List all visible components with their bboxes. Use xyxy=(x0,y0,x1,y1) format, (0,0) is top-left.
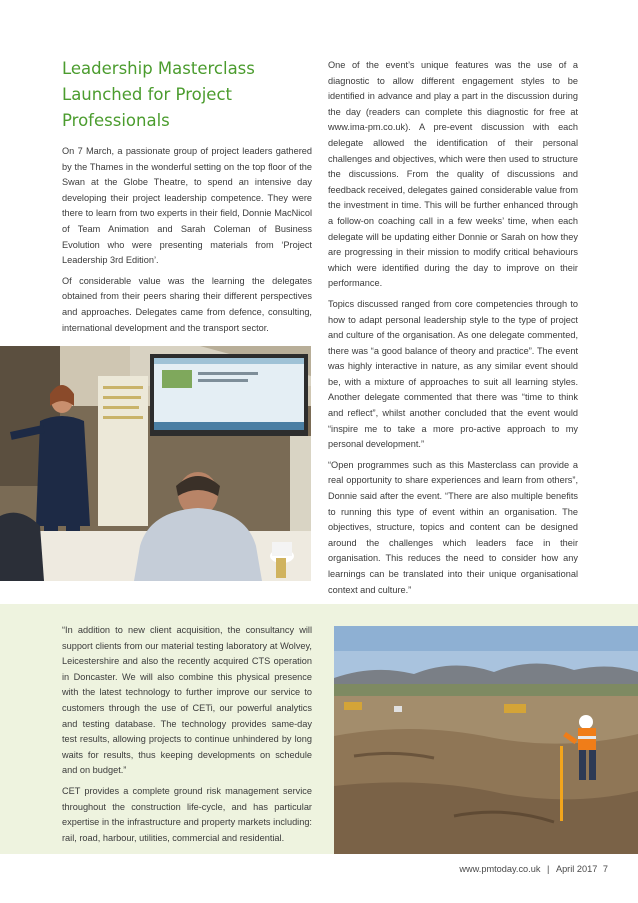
footer-issue: April 2017 xyxy=(555,864,598,874)
cet-paragraph: CET provides a complete ground risk management service throughout the construction life-cycle, and has particular expertise in the infrastructure and property markets including: rail, road, harbour, utilities, commercial and residential. xyxy=(62,785,312,843)
meeting-photo xyxy=(0,346,311,581)
article-title: Leadership Masterclass Launched for Project Professionals xyxy=(62,59,255,130)
article-paragraph: Topics discussed ranged from core competencies through to how to adapt personal leadership style to the type of project and culture of the organisation. As one delegate commented, there was “a good balance of theory and practice”. The event was highly interactive in nature, as any similar event should be, with a mixture of approaches to suit all learning styles. Another delegate commented that there was “time to think and reflect”, whilst another concluded that the event would “inspire me to take a more pro-active approach to my personal development.” xyxy=(328,298,578,450)
construction-site-photo xyxy=(334,626,638,854)
meeting-photo-illustration xyxy=(0,346,311,581)
article-paragraph: Of considerable value was the learning the delegates obtained from their peers sharing their different perspectives and approaches. Delegates came from defence, consulting, international development and the transport sector. xyxy=(62,275,312,333)
article-paragraph: One of the event’s unique features was the use of a diagnostic to allow different engagement styles to be identified in advance and play a part in the discussion during the day (readers can complete this diagnostic for free at www.ima-pm.co.uk). A pre-event discussion with each delegate allowed the identification of their personal challenges and objectives, which were then used to structure the discussions. From the quality of discussions and feedback received, delegates gained considerable value from the investment in time. This will be further enhanced through a follow-on coaching call in a few weeks’ time, when each delegate will be updating either Donnie or Sarah on how they are progressing in their mission to modify critical behaviours which were identified during the day to improve on their performance. xyxy=(328,60,578,289)
footer-url: www.pmtoday.co.uk xyxy=(459,864,541,874)
article-paragraph: On 7 March, a passionate group of project leaders gathered by the Thames in the wonderful setting on the top floor of the Swan at the Globe Theatre, to spend an intensive day developing their project leadership competence. They were there to learn from two experts in their field, Donnie MacNicol of Team Animation and Sarah Coleman of Business Evolution who were presenting materials from ‘Project Leadership 3rd Edition’. xyxy=(62,146,312,266)
footer-separator: | xyxy=(546,864,550,874)
article-right-column xyxy=(328,58,578,639)
article-paragraph: “Open programmes such as this Masterclass can provide a real opportunity to share experiences and learn from others”, Donnie said after the event. “There are also multiple benefits to running this type of event within an organisation. The objectives, structure, topics and content can be designed around the challenges which leaders face in their organisation. This reduces the need to consider how any learnings can be translated into their unique organisational context and culture.” xyxy=(328,459,578,595)
cet-paragraph: “In addition to new client acquisition, the consultancy will support clients from our material testing laboratory at Wolvey, Leicestershire and also the recently acquired CTS operation in Doncaster. We will also combine this physical presence with the latest technology to further improve our service to customers through the use of CETi, our powerful analytics and testing database. The technology provides same-day test results, allowing projects to continue unhindered by long waits for results, thus keeping developments on schedule and on budget.” xyxy=(62,625,312,776)
cet-section-text xyxy=(62,623,312,851)
page-footer xyxy=(459,864,608,874)
construction-site-illustration xyxy=(334,626,638,854)
article-left-column xyxy=(62,56,312,341)
page-number: 7 xyxy=(602,864,608,874)
